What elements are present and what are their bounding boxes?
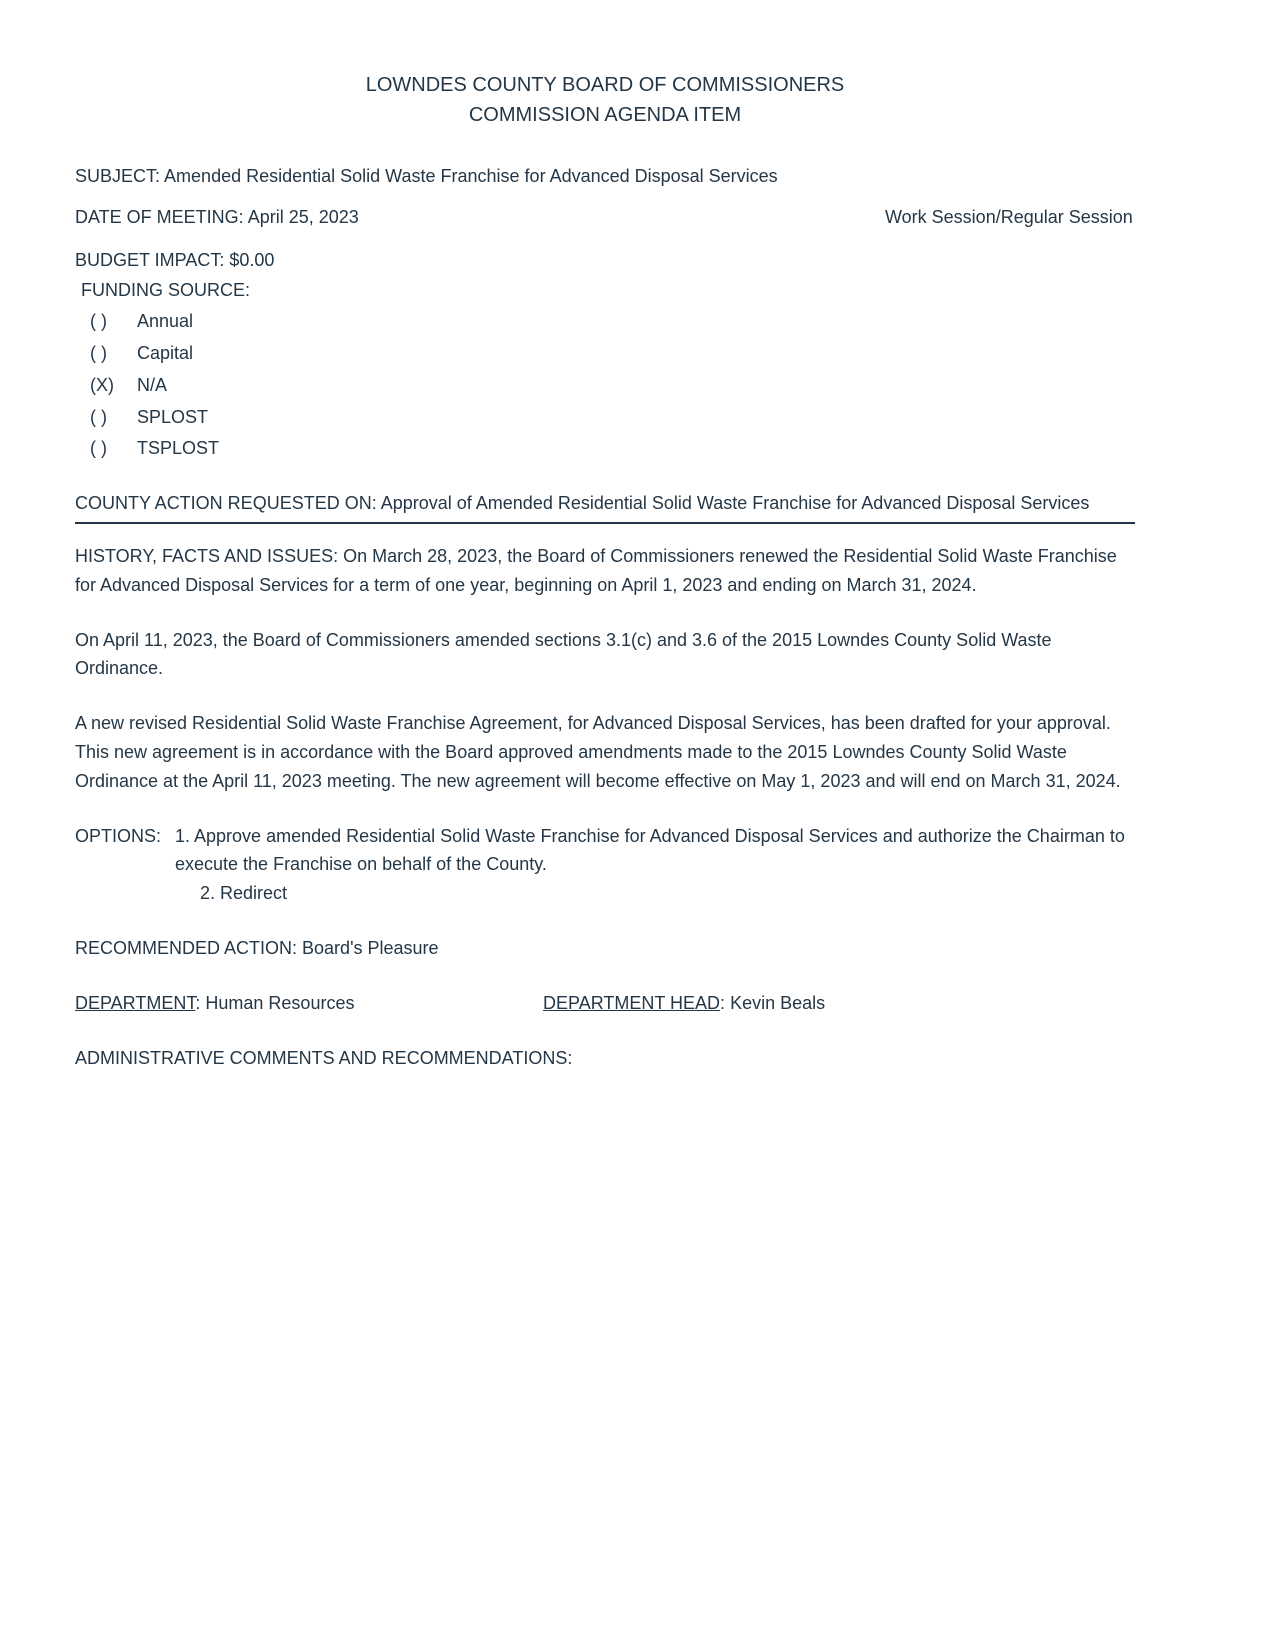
funding-option-na (75, 371, 1135, 400)
department-colon: : (195, 992, 201, 1013)
funding-option-label: Annual (137, 311, 194, 332)
checkbox-mark: ( ) (90, 342, 107, 363)
budget-impact-label: BUDGET IMPACT: (75, 249, 225, 270)
subject-value: Amended Residential Solid Waste Franchise for Advanced Disposal Services (164, 166, 778, 186)
budget-impact-value: $0.00 (229, 249, 275, 270)
department-head-value: Kevin Beals (730, 992, 826, 1013)
document-header (75, 70, 1135, 130)
recommended-action-label: RECOMMENDED ACTION: (75, 937, 298, 958)
checkbox-mark: ( ) (90, 438, 107, 459)
session-type: Work Session/Regular Session (885, 206, 1133, 227)
department-value: Human Resources (205, 992, 355, 1013)
county-action-value: Approval of Amended Residential Solid Waste Franchise for Advanced Disposal Services (380, 493, 1090, 514)
department-group (75, 989, 538, 1018)
admin-comments-label: ADMINISTRATIVE COMMENTS AND RECOMMENDATIONS: (75, 1047, 573, 1068)
checkbox-mark-checked: (X) (90, 374, 114, 395)
funding-option-tsplost (75, 434, 1135, 463)
option-item-1: 1. Approve amended Residential Solid Waste Franchise for Advanced Disposal Services and authorize the Chairman to execute the Franchise on behalf of the County. (175, 825, 1125, 875)
document-title-line2: COMMISSION AGENDA ITEM (468, 104, 742, 126)
department-head-label: DEPARTMENT HEAD (543, 992, 721, 1013)
meeting-date-label: DATE OF MEETING: (75, 206, 244, 227)
options-label: OPTIONS: (75, 825, 162, 846)
funding-option-label: SPLOST (137, 406, 209, 427)
budget-impact-row (75, 246, 1135, 275)
history-text-1: On March 28, 2023, the Board of Commissioners renewed the Residential Solid Waste Franchise for Advanced Disposal Services for a term of one year, beginning on April 1, 2023 and ending on March 31, 2024. (75, 545, 1117, 595)
meeting-date-value: April 25, 2023 (247, 206, 359, 227)
recommended-action-row (75, 934, 1135, 963)
department-head-group (543, 993, 825, 1013)
funding-source-list (75, 307, 1135, 463)
department-label: DEPARTMENT (75, 992, 196, 1013)
county-action-row (75, 489, 1135, 524)
history-paragraph-1 (75, 542, 1135, 600)
funding-source-label: FUNDING SOURCE: (81, 280, 251, 301)
funding-option-splost (75, 403, 1135, 432)
checkbox-mark: ( ) (90, 406, 107, 427)
funding-option-annual (75, 307, 1135, 336)
option-item-2: 2. Redirect (200, 883, 288, 904)
recommended-action-value: Board's Pleasure (302, 937, 439, 958)
funding-option-capital (75, 339, 1135, 368)
history-paragraph-3: A new revised Residential Solid Waste Franchise Agreement, for Advanced Disposal Services, has been drafted for your approval. This new agreement is in accordance with the Board approved amendments made to the 2015 Lowndes County Solid Waste Ordinance at the April 11, 2023 meeting. The new agreement will become effective on May 1, 2023 and will end on March 31, 2024. (75, 713, 1121, 791)
subject-label: SUBJECT: (75, 166, 161, 186)
department-head-colon: : (720, 992, 726, 1013)
funding-option-label: TSPLOST (137, 438, 220, 459)
history-label: HISTORY, FACTS AND ISSUES: (75, 545, 339, 566)
subject-row (75, 162, 1135, 191)
county-action-label: COUNTY ACTION REQUESTED ON: (75, 493, 377, 514)
options-items (175, 822, 1135, 908)
document-title-line1: LOWNDES COUNTY BOARD OF COMMISSIONERS (365, 74, 845, 96)
options-section (75, 822, 1135, 908)
department-row (75, 989, 1135, 1018)
checkbox-mark: ( ) (90, 311, 107, 332)
history-paragraph-2: On April 11, 2023, the Board of Commissioners amended sections 3.1(c) and 3.6 of the 2015 Lowndes County Solid Waste Ordinance. (75, 629, 1052, 679)
funding-option-label: Capital (137, 342, 194, 363)
meeting-date-row (75, 203, 1135, 232)
funding-option-label: N/A (137, 374, 168, 395)
meeting-date (75, 203, 359, 232)
